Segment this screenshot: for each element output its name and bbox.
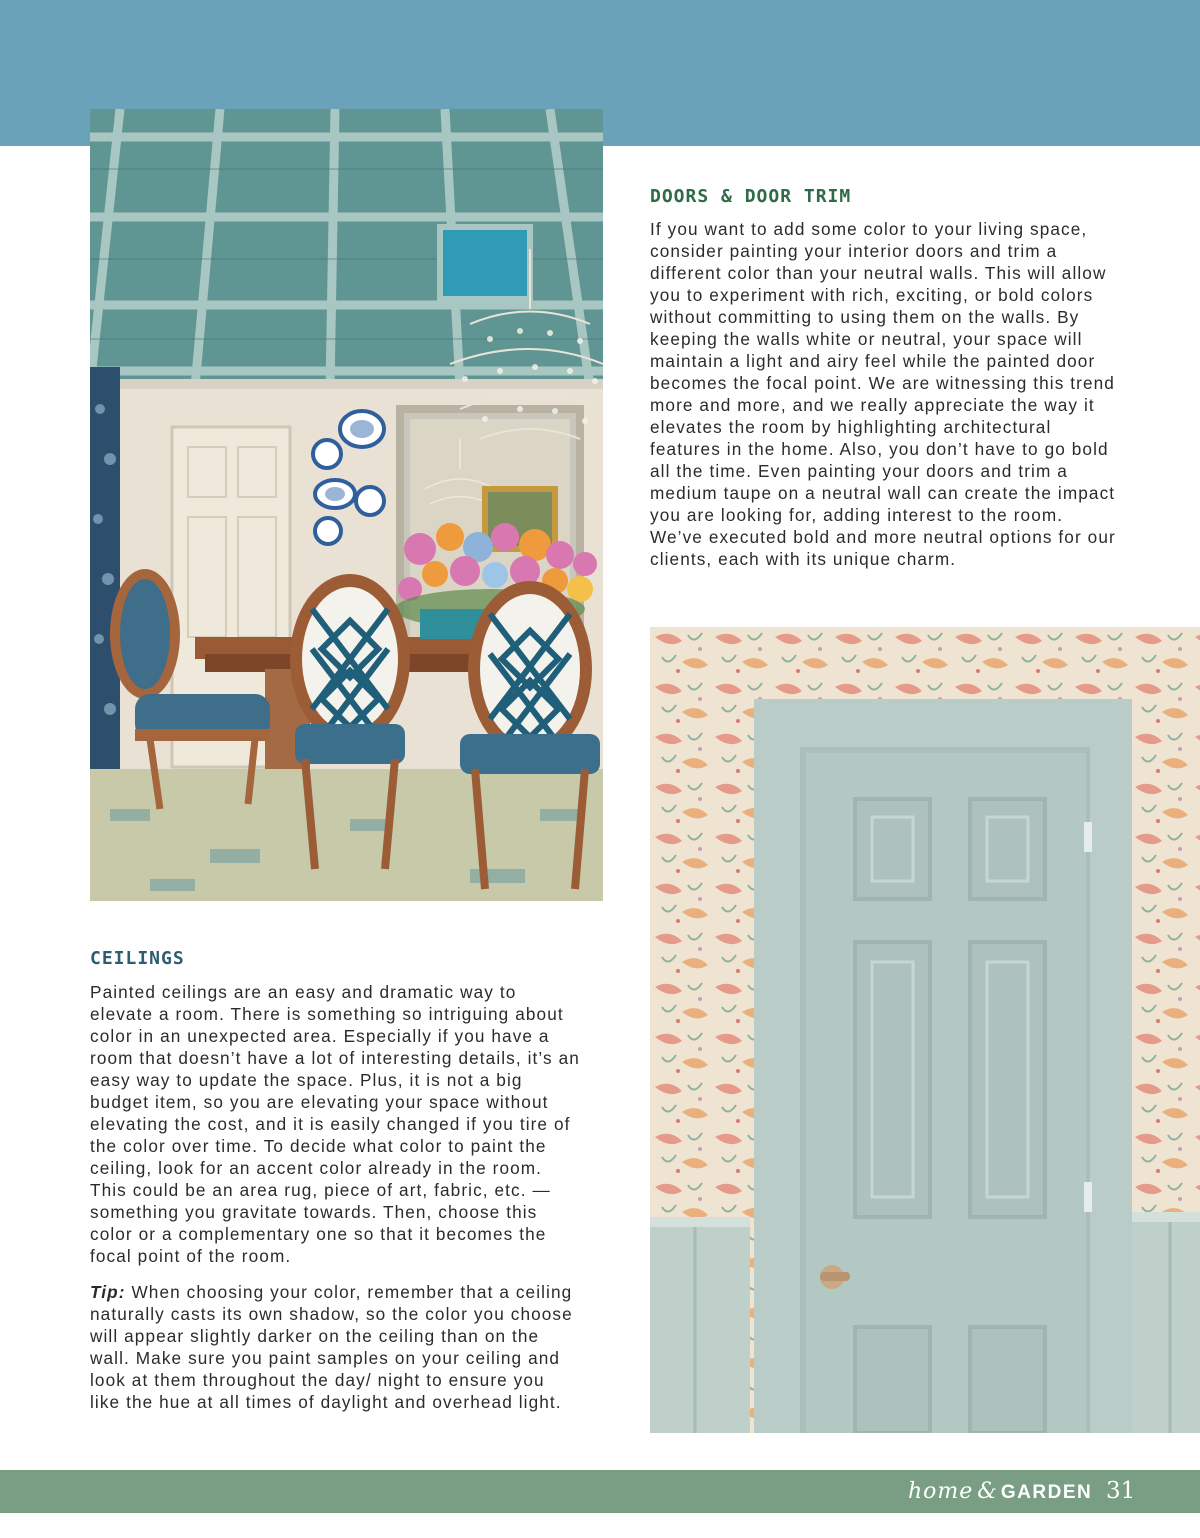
- ceilings-tip-paragraph: [90, 1281, 580, 1413]
- doors-section-body: If you want to add some color to your living space, consider painting your interior doors and trim a different color than your neutral walls. This will allow you to experiment with rich, exciting, or bold colors without committing to using them on the walls. By keeping the walls white or neutral, your space will maintain a light and airy feel while the painted door becomes the focal point. We are witnessing this trend more and more, and we really appreciate the way it elevates the room by highlighting architectural features in the home. Also, you don’t have to go bold all the time. Even painting your doors and trim a medium taupe on a neutral wall can create the impact you are looking for, adding interest to the room. We’ve executed bold and more neutral options for our clients, each with its unique charm.: [650, 219, 1116, 569]
- brand-ampersand: &: [977, 1479, 997, 1504]
- painted-door-photo: [650, 627, 1200, 1433]
- brand-garden-text: GARDEN: [1000, 1482, 1093, 1503]
- tip-body: When choosing your color, remember that a ceiling naturally casts its own shadow, so the color you choose will appear slightly darker on the ceiling than on the wall. Make sure you paint samples on your ceiling and look at them throughout the day/ night to ensure you like the hue at all times of daylight and overhead light.: [90, 1282, 573, 1412]
- dining-room-photo: [90, 109, 603, 901]
- magazine-brand: [908, 1470, 1092, 1513]
- ceilings-section-body: Painted ceilings are an easy and dramatic way to elevate a room. There is something so intriguing about color in an unexpected area. Especially if you have a room that doesn’t have a lot of interesting details, it’s an easy way to update the space. Plus, it is not a big budget item, so you are elevating your space without elevating the cost, and it is easily changed if you tire of the color over time. To decide what color to paint the ceiling, look for an accent color already in the room. This could be an area rug, piece of art, fabric, etc. — something you gravitate towards. Then, choose this color or a complementary one so that it becomes the focal point of the room.: [90, 982, 580, 1266]
- tip-label: Tip:: [90, 1282, 126, 1302]
- doors-section-heading: DOORS & DOOR TRIM: [650, 186, 852, 207]
- brand-home-text: home: [908, 1479, 974, 1504]
- ceilings-section-heading: CEILINGS: [90, 948, 185, 969]
- page-number: 31: [1106, 1478, 1136, 1504]
